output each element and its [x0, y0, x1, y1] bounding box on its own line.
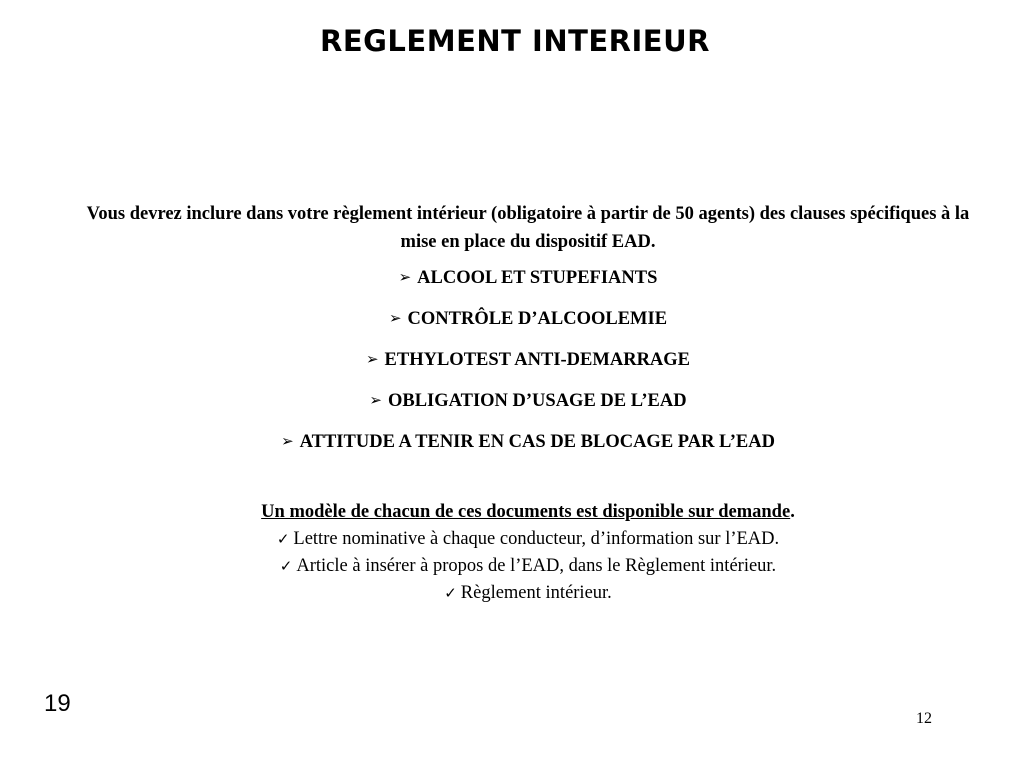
topic-label: CONTRÔLE D’ALCOOLEMIE	[407, 309, 668, 329]
slide-title: REGLEMENT INTERIEUR	[319, 24, 710, 58]
topic-label: ALCOOL ET STUPEFIANTS	[417, 268, 658, 288]
arrow-bullet-icon: ➢	[388, 309, 402, 327]
topic-label: ETHYLOTEST ANTI-DEMARRAGE	[384, 350, 691, 370]
model-note-text: Un modèle de chacun de ces documents est disponible sur demande	[261, 502, 791, 522]
list-item	[80, 553, 976, 580]
intro-paragraph: Vous devrez inclure dans votre règlement intérieur (obligatoire à partir de 50 agents) des clauses spécifiques à la mise en place du dispositif EAD.	[86, 204, 970, 252]
checkmark-icon: ✓	[279, 557, 293, 575]
topic-label: OBLIGATION D’USAGE DE L’EAD	[387, 391, 687, 411]
arrow-bullet-icon: ➢	[365, 350, 379, 368]
page-number: 12	[916, 710, 932, 727]
checkmark-icon: ✓	[444, 584, 457, 602]
document-label: Lettre nominative à chaque conducteur, d’information sur l’EAD.	[293, 529, 780, 549]
model-note-period: .	[790, 502, 795, 522]
list-item	[80, 348, 976, 372]
main-content	[80, 200, 976, 471]
document-label: Règlement intérieur.	[460, 583, 612, 603]
list-item	[80, 307, 976, 331]
topic-label: ATTITUDE A TENIR EN CAS DE BLOCAGE PAR L’EAD	[299, 432, 775, 452]
topics-list	[80, 266, 976, 454]
arrow-bullet-icon: ➢	[369, 391, 382, 409]
documents-list	[80, 526, 976, 607]
slide-number: 19	[44, 690, 71, 717]
model-note	[80, 498, 976, 526]
arrow-bullet-icon: ➢	[281, 432, 294, 450]
model-section	[80, 498, 976, 607]
list-item	[80, 430, 976, 454]
list-item	[80, 580, 976, 607]
arrow-bullet-icon: ➢	[398, 268, 412, 286]
list-item	[80, 526, 976, 553]
list-item	[80, 266, 976, 290]
list-item	[80, 389, 976, 413]
checkmark-icon: ✓	[276, 530, 290, 548]
document-label: Article à insérer à propos de l’EAD, dans le Règlement intérieur.	[296, 556, 777, 576]
